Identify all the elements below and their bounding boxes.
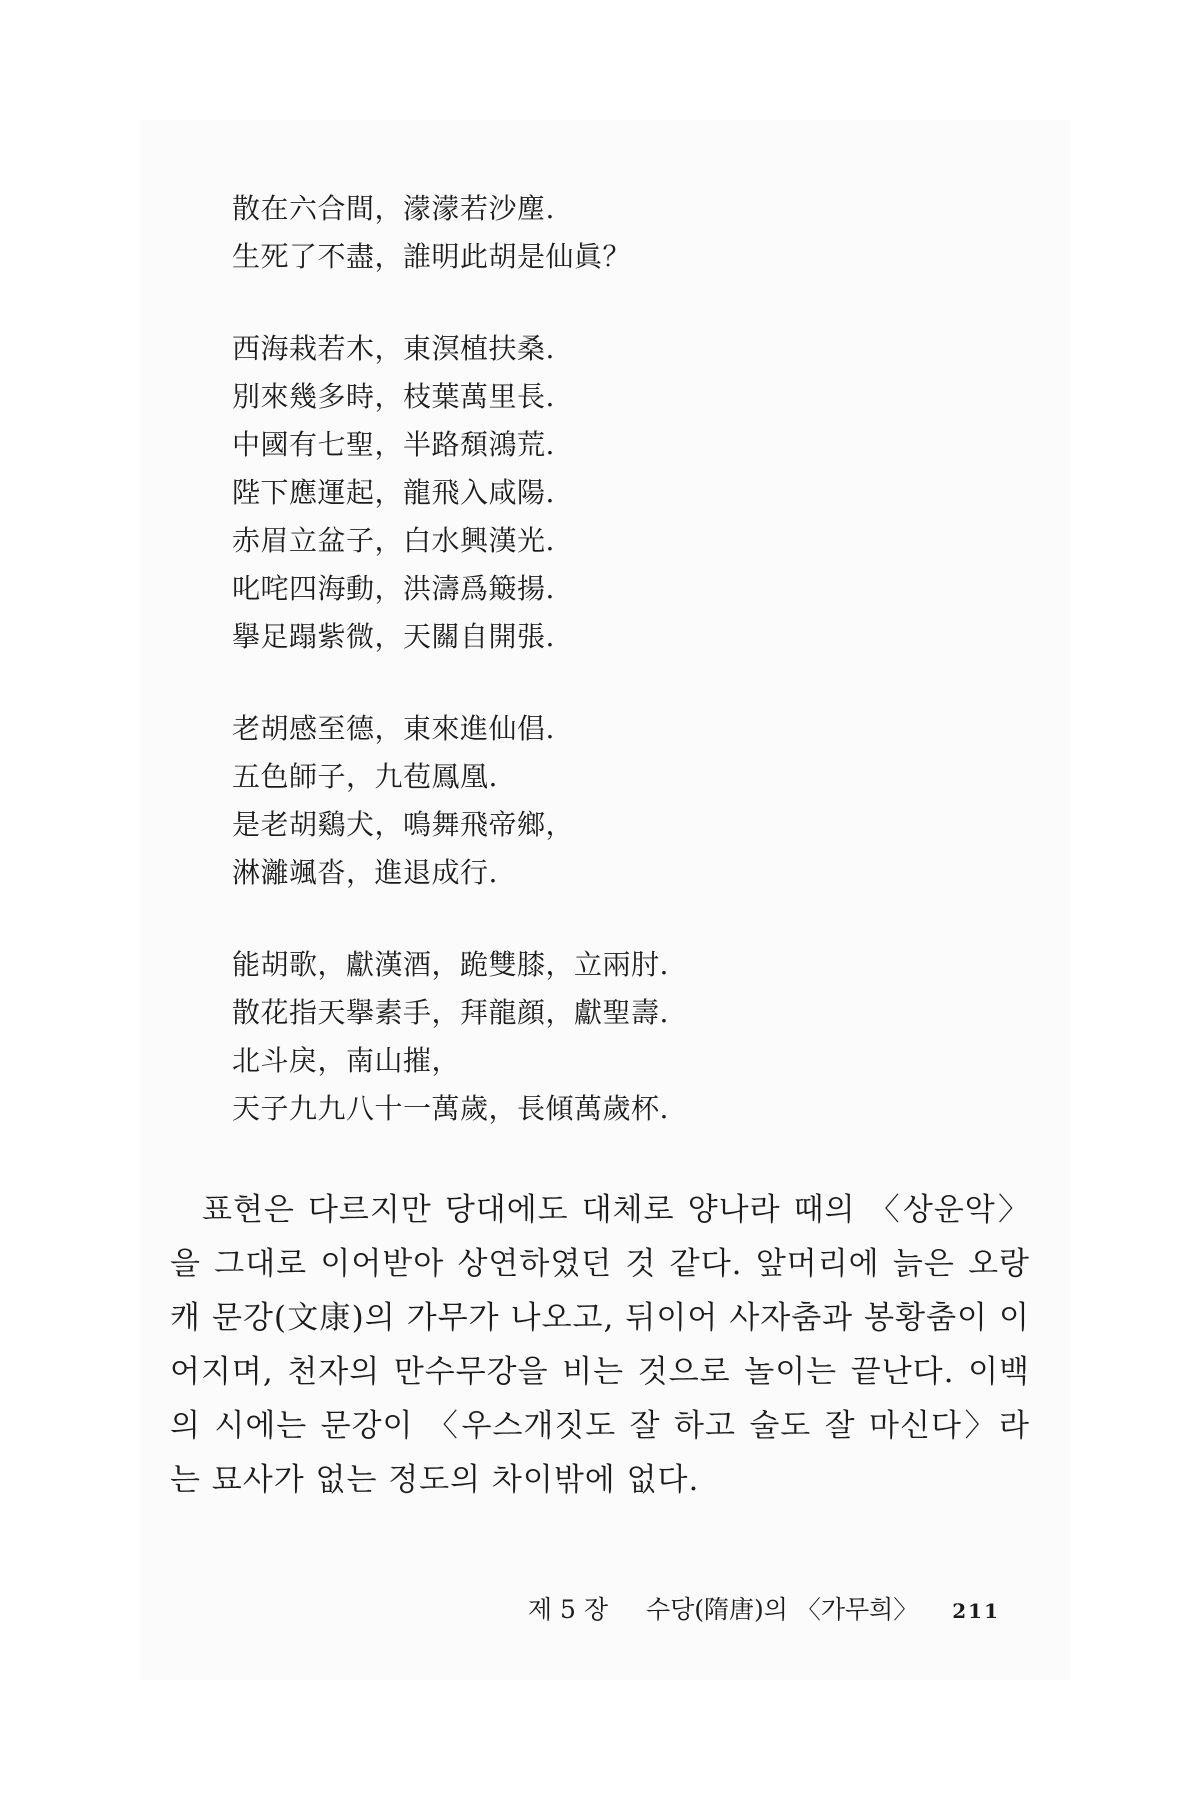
chapter-label: 제 5 장 (527, 1595, 608, 1624)
poem-line: 淋灕颯沓，進退成行. (232, 856, 498, 889)
poem-stanza-3 (232, 705, 992, 897)
poem-line: 天子九九八十一萬歲，長傾萬歲杯. (232, 1092, 669, 1125)
poem-line: 叱咤四海動，洪濤爲簸揚. (232, 572, 555, 605)
poem-stanza-2 (232, 325, 992, 661)
poem-line: 生死了不盡，誰明此胡是仙眞？ (232, 240, 632, 273)
commentary-paragraph: 표현은 다르지만 당대에도 대체로 양나라 때의 〈상운악〉을 그대로 이어받아 상연하였던 것 같다. 앞머리에 늙은 오랑캐 문강(文康)의 가무가 나오고, 뒤이어 사자춤과 봉황춤이 이어지며, 천자의 만수무강을 비는 것으로 놀이는 끝난다. 이백의 시에는 문강이 〈우스개짓도 잘 하고 술도 잘 마신다〉라는 묘사가 없는 정도의 차이밖에 없다. (170, 1192, 1030, 1498)
poem-line: 別來幾多時，枝葉萬里長. (232, 380, 555, 413)
poem-stanza-1 (232, 185, 992, 281)
poem-line: 中國有七聖，半路頹鴻荒. (232, 428, 555, 461)
poem-line: 赤眉立盆子，白水興漢光. (232, 524, 555, 557)
poem-line: 陛下應運起，龍飛入咸陽. (232, 476, 555, 509)
page-number: 211 (952, 1599, 1000, 1623)
poem-stanza-4 (232, 941, 992, 1133)
poem-line: 老胡感至德，東來進仙倡. (232, 712, 555, 745)
running-footer (528, 1590, 1000, 1626)
poem-line: 散花指天擧素手，拜龍顔，獻聖壽. (232, 996, 669, 1029)
poem-line: 擧足蹋紫微，天關自開張. (232, 620, 555, 653)
poem-line: 北斗戾，南山摧， (232, 1044, 461, 1077)
poem-line: 能胡歌，獻漢酒，跪雙膝，立兩肘. (232, 948, 669, 981)
poem-line: 五色師子，九苞鳳凰. (232, 760, 498, 793)
poem-line: 是老胡鷄犬，鳴舞飛帝鄉， (232, 808, 575, 841)
poem-block (232, 185, 992, 1177)
poem-line: 散在六合間，濛濛若沙塵. (232, 192, 555, 225)
poem-line: 西海栽若木，東溟植扶桑. (232, 332, 555, 365)
chapter-title: 수당(隋唐)의 〈가무희〉 (645, 1595, 919, 1624)
